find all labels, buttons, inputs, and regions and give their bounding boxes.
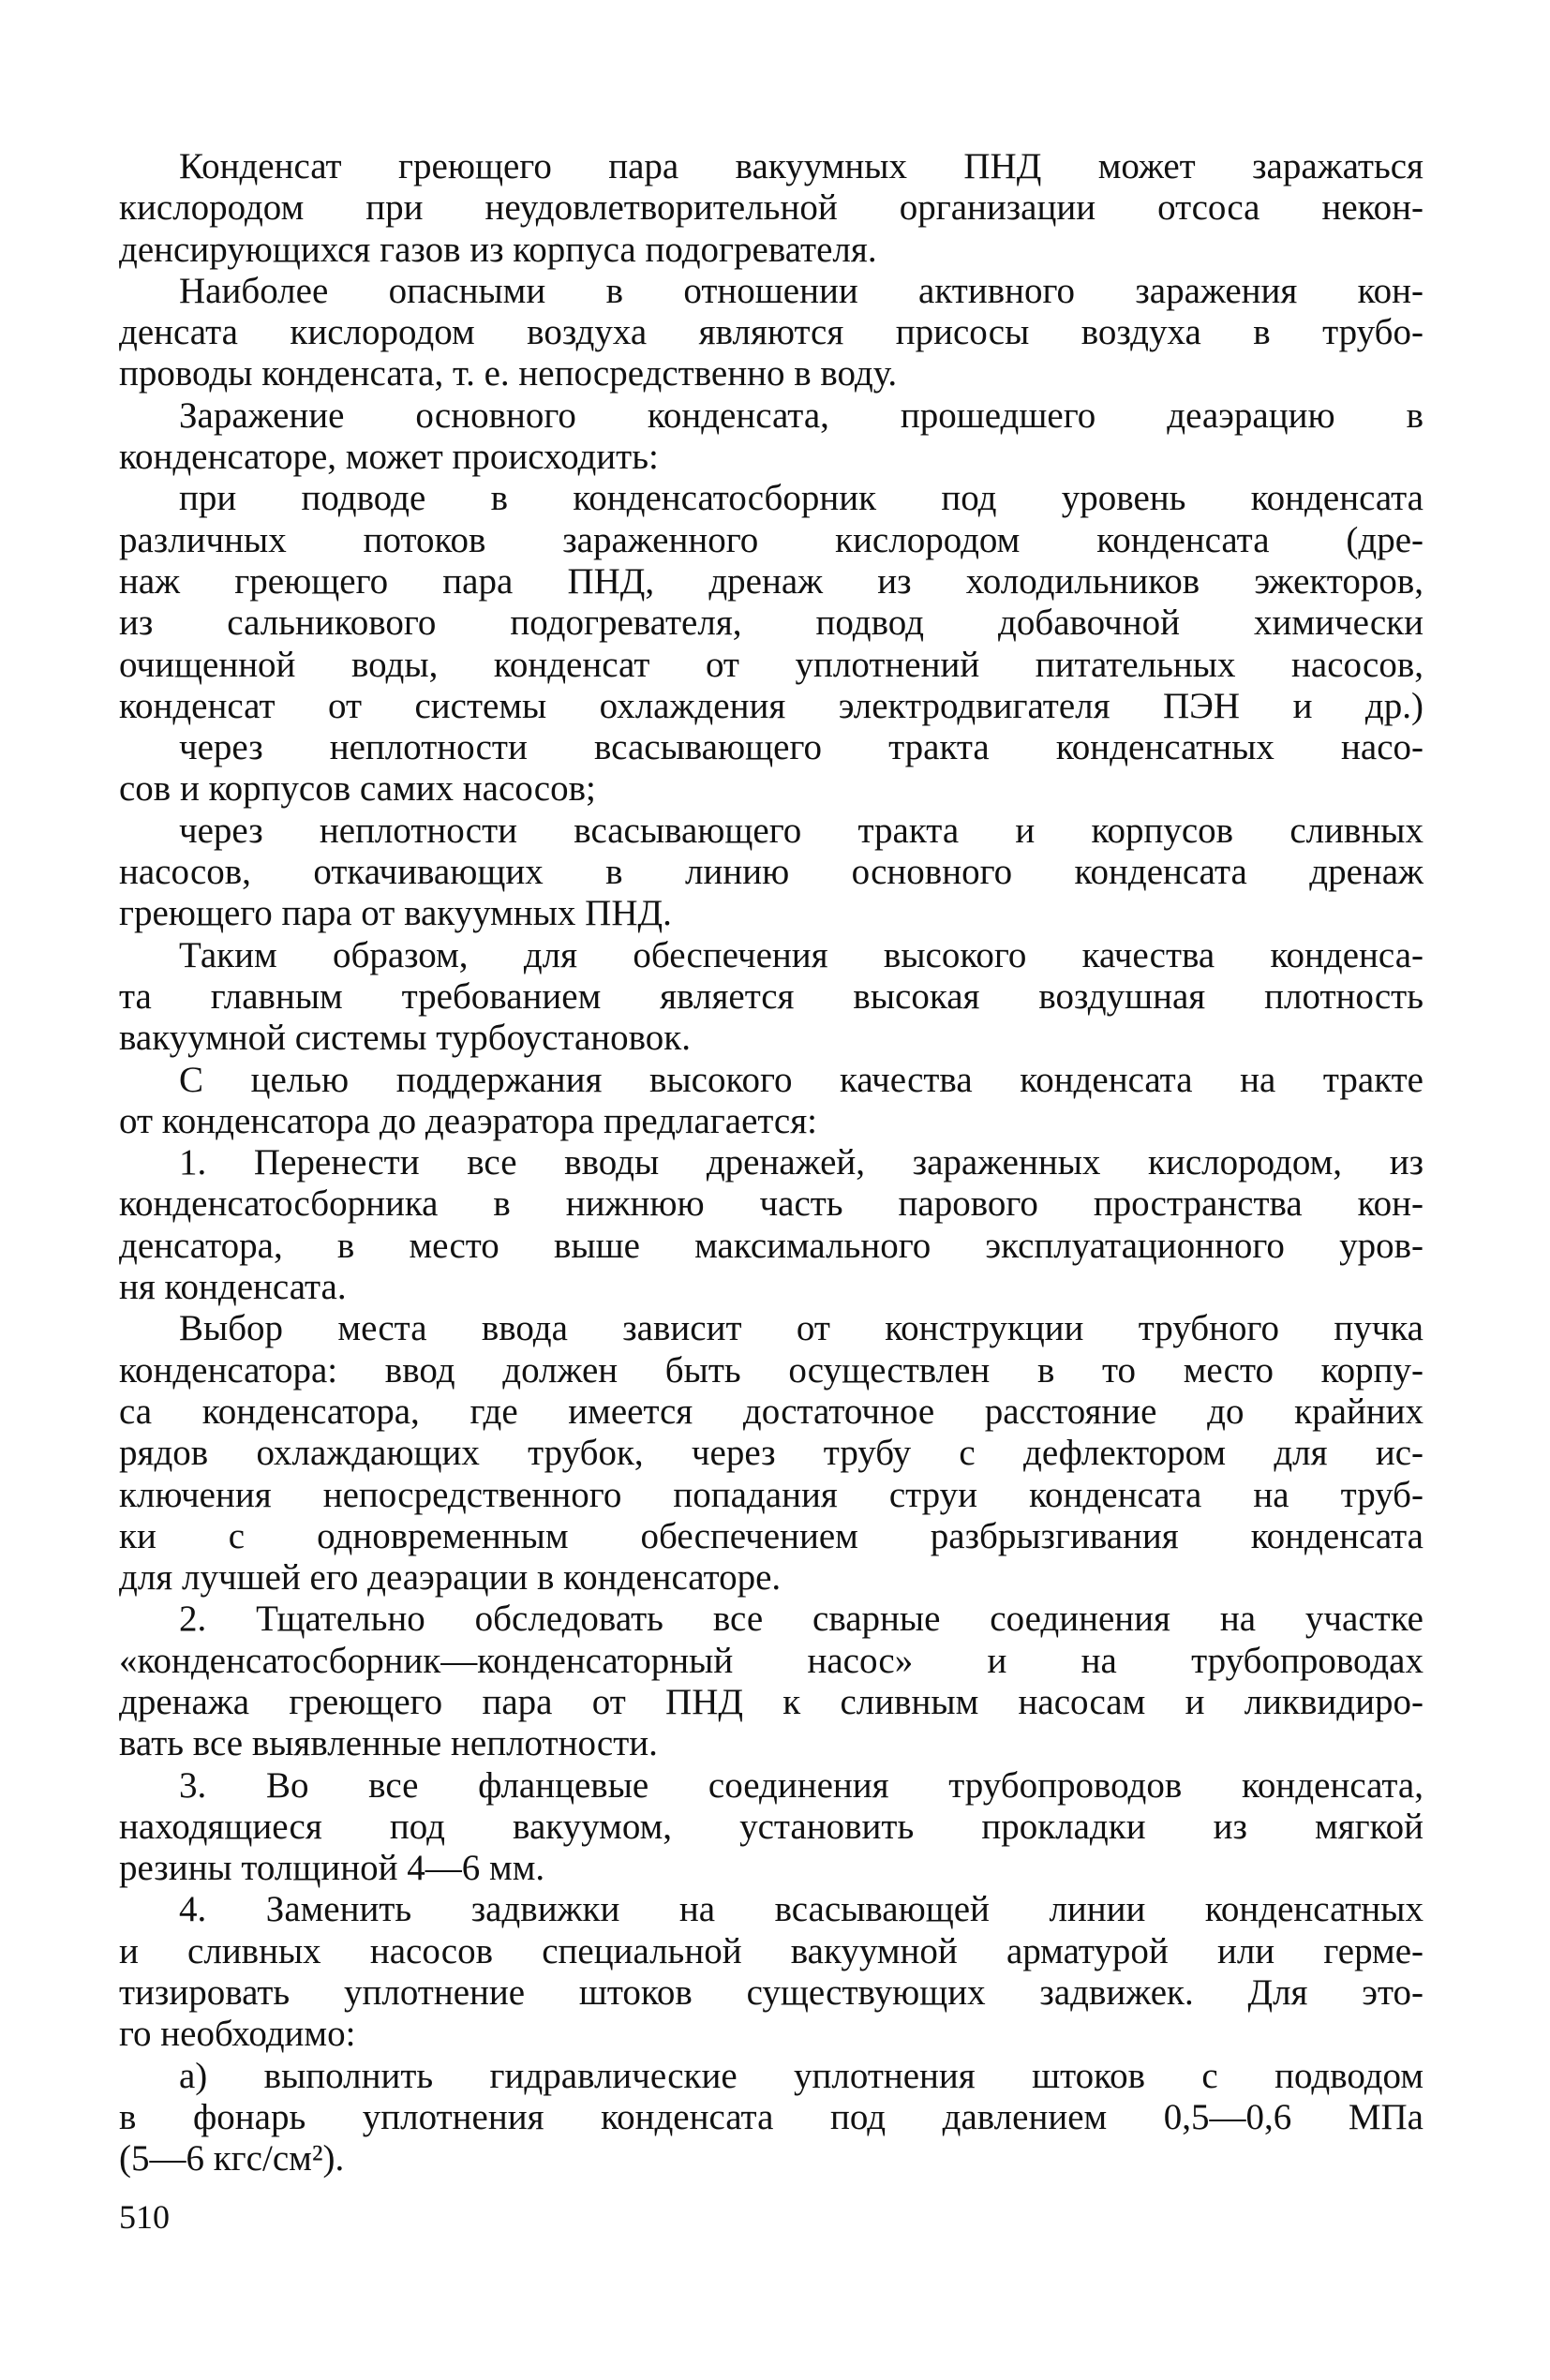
text-line: наж греющего пара ПНД, дренаж из холодильников эжекторов, [119,560,1423,602]
text-line: рядов охлаждающих трубок, через трубу с дефлектором для ис- [119,1433,1423,1474]
text-line: находящиеся под вакуумом, установить прокладки из мягкой [119,1806,1423,1847]
text-line: (5—6 кгс/см²). [119,2138,345,2179]
text-line: конденсат от системы охлаждения электродвигателя ПЭН и др.) [119,685,1423,726]
text-line: та главным требованием является высокая воздушная плотность [119,975,1423,1017]
text-line: Заражение основного конденсата, прошедшего деаэрацию в [179,394,1423,436]
text-line: от конденсатора до деаэратора предлагается: [119,1100,817,1141]
paragraph [119,2056,1423,2180]
text-line: конденсатосборника в нижнюю часть парового пространства кон- [119,1183,1423,1225]
text-line: 3. Во все фланцевые соединения трубопроводов конденсата, [179,1764,1423,1806]
text-line: очищенной воды, конденсат от уплотнений питательных насосов, [119,644,1423,685]
text-line: проводы конденсата, т. е. непосредственно в воду. [119,353,898,394]
text-line: Таким образом, для обеспечения высокого качества конденса- [179,934,1423,975]
text-line: го необходимо: [119,2014,356,2055]
text-line: С целью поддержания высокого качества конденсата на тракте [179,1059,1423,1100]
text-line: через неплотности всасывающего тракта конденсатных насо- [179,727,1423,768]
text-line: ня конденсата. [119,1267,347,1308]
text-line: 2. Тщательно обследовать все сварные соединения на участке [179,1599,1423,1640]
text-line: Выбор места ввода зависит от конструкции трубного пучка [179,1308,1423,1349]
text-line: конденсатора: ввод должен быть осуществлен в то место корпу- [119,1349,1423,1391]
text-line: ки с одновременным обеспечением разбрызгивания конденсата [119,1515,1423,1556]
text-line: и сливных насосов специальной вакуумной арматурой или герме- [119,1930,1423,1971]
text-line: дренажа греющего пара от ПНД к сливным насосам и ликвидиро- [119,1681,1423,1722]
text-line: «конденсатосборник—конденсаторный насос» и на трубопроводах [119,1640,1423,1681]
paragraph [119,1889,1423,2055]
text-line: Конденсат греющего пара вакуумных ПНД может заражаться [179,146,1423,186]
text-line: вать все выявленные неплотности. [119,1723,658,1764]
text-line: сов и корпусов самих насосов; [119,768,596,810]
paragraph [119,811,1423,935]
text-line: различных потоков зараженного кислородом конденсата (дре- [119,519,1423,560]
text-line: кислородом при неудовлетворительной организации отсоса некон- [119,187,1423,229]
paragraph [119,935,1423,1060]
text-line: резины толщиной 4—6 мм. [119,1848,545,1889]
paragraph [119,1142,1423,1308]
text-line: через неплотности всасывающего тракта и корпусов сливных [179,810,1423,851]
text-line: в фонарь уплотнения конденсата под давлением 0,5—0,6 МПа [119,2096,1423,2137]
paragraph [119,1060,1423,1143]
text-line: из сальникового подогревателя, подвод добавочной химически [119,602,1423,644]
text-line: са конденсатора, где имеется достаточное расстояние до крайних [119,1391,1423,1432]
text-line: денсата кислородом воздуха являются присосы воздуха в трубо- [119,312,1423,353]
text-line: 4. Заменить задвижки на всасывающей линии конденсатных [179,1889,1423,1930]
paragraph [119,271,1423,395]
text-line: денсатора, в место выше максимального эксплуатационного уров- [119,1225,1423,1266]
text-line: греющего пара от вакуумных ПНД. [119,893,672,934]
text-line: для лучшей его деаэрации в конденсаторе. [119,1557,782,1599]
paragraph [119,727,1423,811]
text-line: при подводе в конденсатосборник под уровень конденсата [179,478,1423,519]
text-line: насосов, откачивающих в линию основного конденсата дренаж [119,852,1423,893]
text-line: а) выполнить гидравлические уплотнения штоков с подводом [179,2055,1423,2096]
paragraph [119,1308,1423,1599]
text-line: вакуумной системы турбоустановок. [119,1018,691,1059]
text-line: конденсаторе, может происходить: [119,437,659,478]
text-line: денсирующихся газов из корпуса подогревателя. [119,229,877,270]
paragraph [119,1599,1423,1764]
paragraph [119,395,1423,479]
text-line: 1. Перенести все вводы дренажей, зараженных кислородом, из [179,1142,1423,1183]
page-body [119,146,1423,2180]
paragraph [119,146,1423,271]
text-line: Наиболее опасными в отношении активного заражения кон- [179,270,1423,311]
text-line: тизировать уплотнение штоков существующих задвижек. Для это- [119,1972,1423,2014]
paragraph [119,1765,1423,1890]
paragraph [119,478,1423,727]
page-number: 510 [119,2198,170,2236]
text-line: ключения непосредственного попадания струи конденсата на труб- [119,1474,1423,1515]
